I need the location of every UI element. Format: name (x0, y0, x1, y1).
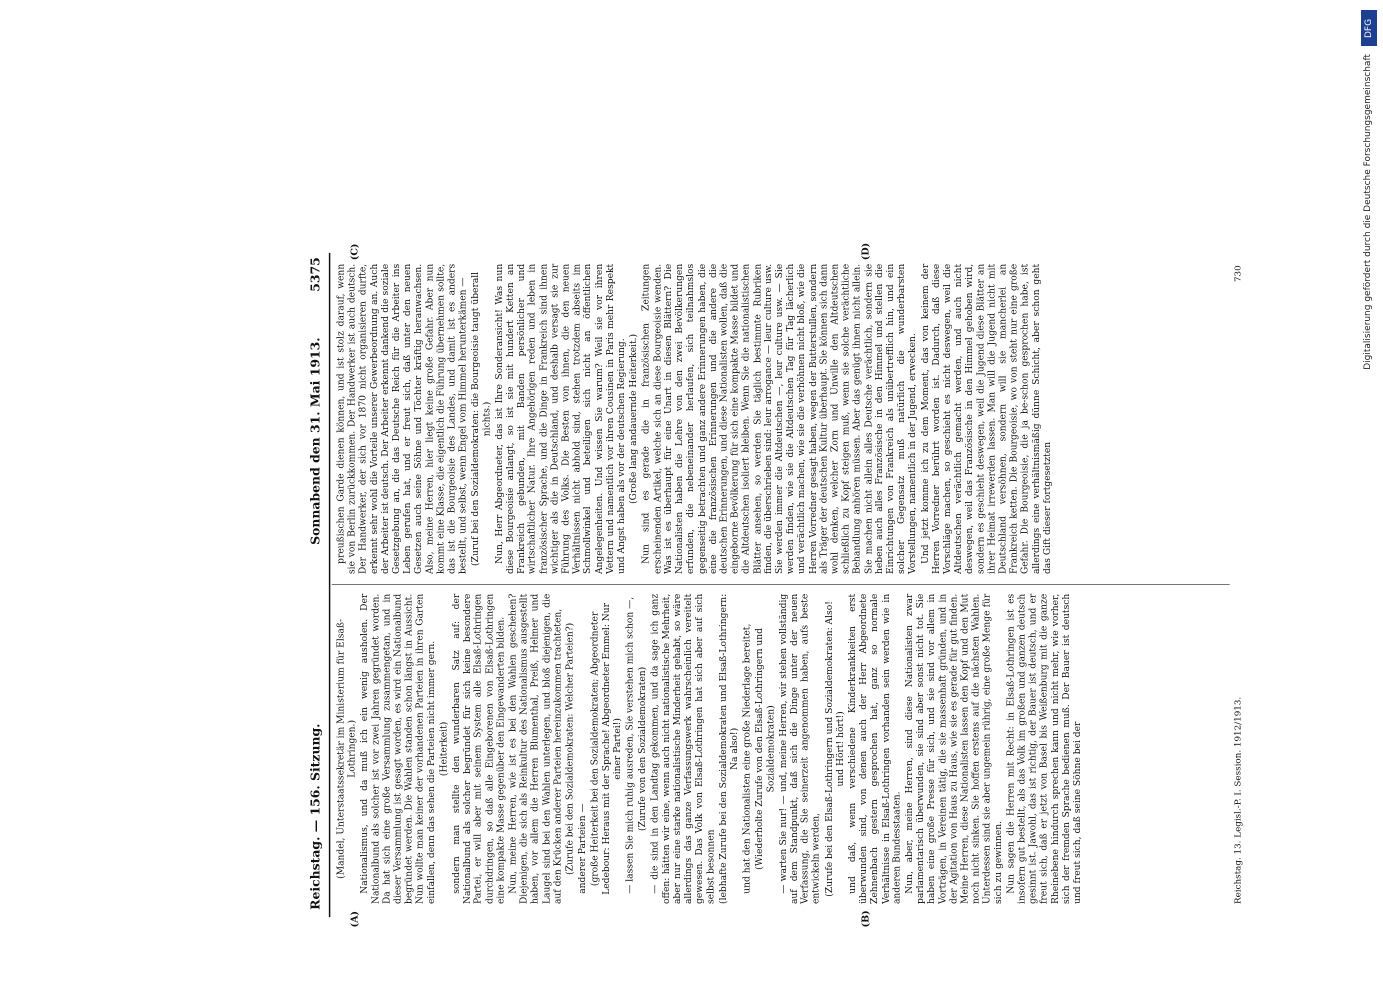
paragraph: Nun, Herr Abgeordneter, das ist Ihre Sonderansicht! Was nun diese Bourgeoisie anlangt, so ist sie mit hundert Ketten an Frankreich gebunden, mit Banden persönlicher und wirtschaftlicher Natur. Ihre Angehörigen reden und leben in französischer Sprache, und die Dinge in Frankreich sind ihnen wichtiger als die in Deutschland, und deshalb versagt sie zur Führung des Volks. Die Besten von ihnen, die den neuen Verhältnissen nicht abhold sind, stehen trotzdem abseits im Schmollwinkel und beteiligen sich nicht an öffentlichen Angelegenheiten. Und wissen Sie warum? Weil sie vor ihren Vettern und namentlich vor ihren Cousinen in Paris mehr Respekt und Angst haben als vor der deutschen Regierung. (492, 263, 627, 575)
paragraph: anderer Parteien — (576, 803, 588, 894)
header-date: Sonnabend den 31. Mai 1913. (308, 337, 324, 545)
header-session: Reichstag. — 156. Sitzung. (308, 723, 324, 910)
interjection: (Wiederholte Zurufe von den Elsaß-Lothringern und Sozialdemokraten) (753, 628, 776, 870)
paragraph: Nun, aber, meine Herren, sind diese Nationalisten zwar parlamentarisch überwunden, sie sind aber sonst nicht tot. Sie haben eine große Presse für sich, und sie sind vor allem in Vorträgen, in Vereinen tätig, die sie massenhaft gründen, und in der Agitation von Haus zu Haus, wie sie es gerade für gut finden. Meine Herren, diese Nationalisten lassen den Kopf und den Mut noch nicht sinken. Sie hoffen erstens auf die nächsten Wahlen. Unterdessen sind sie aber ungemein rührig, eine große Menge für sich zu gewinnen. (903, 593, 1004, 905)
interjection: (Zurufe von den Sozialdemokraten) (636, 666, 648, 831)
header-page-number: 5375 (308, 257, 324, 292)
interjection: (lebhafte Zurufe bei den Sozialdemokraten und Elsaß-Lothringern: Na also!) (717, 593, 740, 904)
paragraph: Nun, meine Herren, wie ist es bei den Wahlen geschehen? Diejenigen, die sich als Reinkultur des Nationalismus ausgestellt haben, vor allem die Herren Blumenthal, Preiß, Helmer und Laugel sind bei den Wahlen unterlegen, und bloß diejenigen, die auf den Krücken anderer Parteien hereinzukommen trachteten, (507, 593, 563, 905)
dfg-credit (1360, 4, 1380, 996)
page-header (306, 253, 331, 917)
margin-letter-b: (B) (860, 910, 872, 928)
paragraph: — die sind in den Landtag gekommen, und da sage ich ganz offen: hätten wir eine, wenn auch nicht nationalistische Mehrheit, aber nur eine starke nationalistische Minderheit gehabt, so wäre allerdings das ganze Verfassungswerk wahrscheinlich vereitelt gewesen. Das Volk von Elsaß-Lothringen hat sich aber auf sich selbst besonnen (648, 593, 716, 905)
interjection: (Zurufe bei den Elsaß-Lothringern und Sozialdemokraten: Also! und Hört! hört!) (822, 601, 845, 897)
interjection: (Zurufe bei den Sozialdemokraten: Welcher Parteien?) (563, 622, 575, 875)
footer-page-number: 730 (1232, 265, 1243, 283)
paragraph: und hat den Nationalisten eine große Niederlage bereitet, (740, 623, 752, 894)
dfg-logo: DFG (1361, 10, 1377, 46)
paragraph: Nationalismus, und da muß ich ein wenig ausholen. Der Nationalbund als solcher ist vor zwei Jahren gegründet worden. Da hat sich eine große Versammlung zusammengetan, und in dieser Versammlung ist gesagt worden, es wird ein Nationalbund begründet werden. Die Wahlen standen schon längst in Aussicht. Nun wollte man keiner der vorhandenen Parteien in ihren Garten einfallen, denn das sehen die Parteien nicht immer gern. (358, 593, 436, 905)
paragraph: — warten Sie nur! — und, meine Herren, wir stehen vollständig auf dem Standpunkt, daß sich die Dinge unter der neuen Verfassung, die Sie seinerzeit angenommen haben, aufs beste entwickeln werden, (776, 593, 822, 905)
interjection: (Zuruf bei den Sozialdemokraten: die Bourgeoisie taugt überall nichts.) (469, 271, 492, 566)
margin-letter-c: (C) (349, 243, 361, 261)
dfg-funding-text: Digitalisierung gefördert durch die Deutsche Forschungsgemeinschaft (1363, 54, 1373, 370)
paragraph: Nun sagen die Herren mit Recht: in Elsaß-Lothringen ist es insofern gut bestellt, als das Volk im großen und ganzen deutsch gesinnt ist. Jawohl, das ist richtig, der Bauer ist deutsch, und er freut sich, daß er jetzt von Basel bis Weißenburg mit die ganze Rheinebene hindurch sprechen kann und nicht mehr, wie vorher, sich der fremden Sprache bedienen muß. Der Bauer ist deutsch und freut sich, daß seine Söhne bei der (1004, 593, 1083, 905)
paragraph: preußischen Garde dienen können, und ist stolz darauf, wenn sie von Berlin zurückkommen. Der Handwerker ist auch deutsch. Der Handwerker, der sich vor 1870 nicht organisieren durfte, erkennt sehr wohl die Vorteile unserer Gewerbeordnung an. Auch der Arbeiter ist deutsch. Der Arbeiter erkennt dankend die soziale Gesetzgebung an, die das Deutsche Reich für die Arbeiter ins Leben gerufen hat, und er freut sich, daß unter den neuen Gesetzen auch seine Söhne und Töchter kräftig heranwachsen. Also, meine Herren, hier liegt keine große Gefahr. Aber nun kommt eine Klasse, die eigentlich die Führung übernehmen sollte, das ist die Bourgeoisie des Landes, und damit ist es anders bestellt, und selbst, wenn Engel vom Himmel herunterkämen — (334, 263, 468, 575)
paragraph: — lassen Sie mich ruhig ausreden, Sie verstehen mich schon —, (623, 596, 635, 894)
paragraph: sondern man stellte den wunderbaren Satz auf: der Nationalbund als solcher begründet für sich keine besondere Partei, er will aber mit seinem System alle Elsaß-Lothringen durchdringen, so daß alle Eingeborenen von Elsaß-Lothringen eine kompakte Masse gegenüber den Eingewanderten bilden. (450, 593, 506, 905)
page-footer: Reichstag. 13. Legisl.-P. I. Session. 1912/1913. (1232, 696, 1243, 905)
paragraph: (Mandel, Unterstaatssekretär im Ministerium für Elsaß-Lothringen.) (334, 618, 357, 879)
column-left (335, 594, 1084, 904)
interjection: (Heiterkeit) (437, 721, 449, 777)
paragraph: und daß, wenn verschiedene Kinderkrankheiten erst überwunden sind, von denen auch der Herr Abgeordnete Zehnenbach gestern gesprochen hat, ganz so normale Verhältnisse in Elsaß-Lothringen vorhanden sein werden wie in anderen Bundesstaaten. (846, 593, 902, 905)
margin-letter-a: (A) (349, 911, 361, 928)
column-divider (332, 584, 1230, 585)
paragraph: Und jetzt komme ich zu dem Moment, das von keinem der Herren Vorredner berührt worden ist. Dadurch, daß diese Vorschläge machen, so geschieht es nicht deswegen, weil die Altdeutschen verächtlich gemacht werden, und auch nicht deswegen, weil das Französische in den Himmel gehoben wird, sondern es geschieht deswegen, weil die Jugend diese Blätter an ihrer Heimat irrewerden lassen. Man will die Jugend nicht mit Deutschland versöhnen, sondern will sie mancherlei an Frankreich ketten. Die Bourgeoisie, wo von steht nur eine große Gefahr. Die Bourgeoisie, die ja be-schon gesprochen habe, ist allerdings eine verhältnismäßig dünne Schicht, aber schon geht das Gift dieser fortgesetzten (919, 263, 1053, 575)
paragraph: Nun sind es gerade die in französischen Zeitungen erscheinenden Artikel, welche sich an diese Bourgeoisie wenden. Was ist es überhaupt für eine Unart in diesen Blättern? Die Nationalisten haben die Lehre von den zwei Bevölkerungen erfunden, die nebeneinander herlaufen, sich teilnahmslos gegenseitig betrachten und ganz andere Erinnerungen haben, die eine die französischen Erinnerungen und die andere die deutschen Erinnerungen, und diese Nationalisten wollen, daß die eingeborne Bevölkerung für sich eine kompakte Masse bildet und die Altdeutschen isoliert bleiben. Wenn Sie die nationalistischen Blätter ansehen, so werden Sie täglich bestimmte Rubriken finden, die überschrieben sind: leur arrogance — leur culture usw. Sie werden immer die Altdeutschen —, leur culture usw. — Sie werden finden, wie sie die Altdeutschen Tag für Tag lächerlich und verächtlich machen, wie sie die verhöhnen nicht bloß, wie die Herren Vorredner gesagt haben, wegen der Butterstullen, sondern als Träger der deutschen Kultur überhaupt. Sie können sich dann wohl denken, welcher Zorn und Unwille den Altdeutschen schließlich zu Kopf steigen muß, wenn sie solche verächtliche Behandlung anhören müssen. Aber das genügt ihnen nicht allein. Sie machen nicht allein alles Deutsche verächtlich, sondern sie heben auch alles Französische in den Himmel und stellen die Einrichtungen von Frankreich als unübertrefflich hin, und ein solcher Gegensatz muß natürlich die wunderbarsten Vorstellungen, namentlich in der Jugend, erwecken. (640, 263, 918, 575)
margin-letter-d: (D) (860, 242, 872, 261)
rotated-page (306, 242, 1255, 928)
column-right (335, 264, 1054, 574)
interjection: (Große lang andauernde Heiterkeit.) (627, 333, 639, 504)
interjection: (große Heiterkeit bei den Sozialdemokraten; Abgeordneter Ledebour: Heraus mit der Sprache! Abgeordneter Emmel: Nur einer Partei!) (589, 602, 623, 895)
